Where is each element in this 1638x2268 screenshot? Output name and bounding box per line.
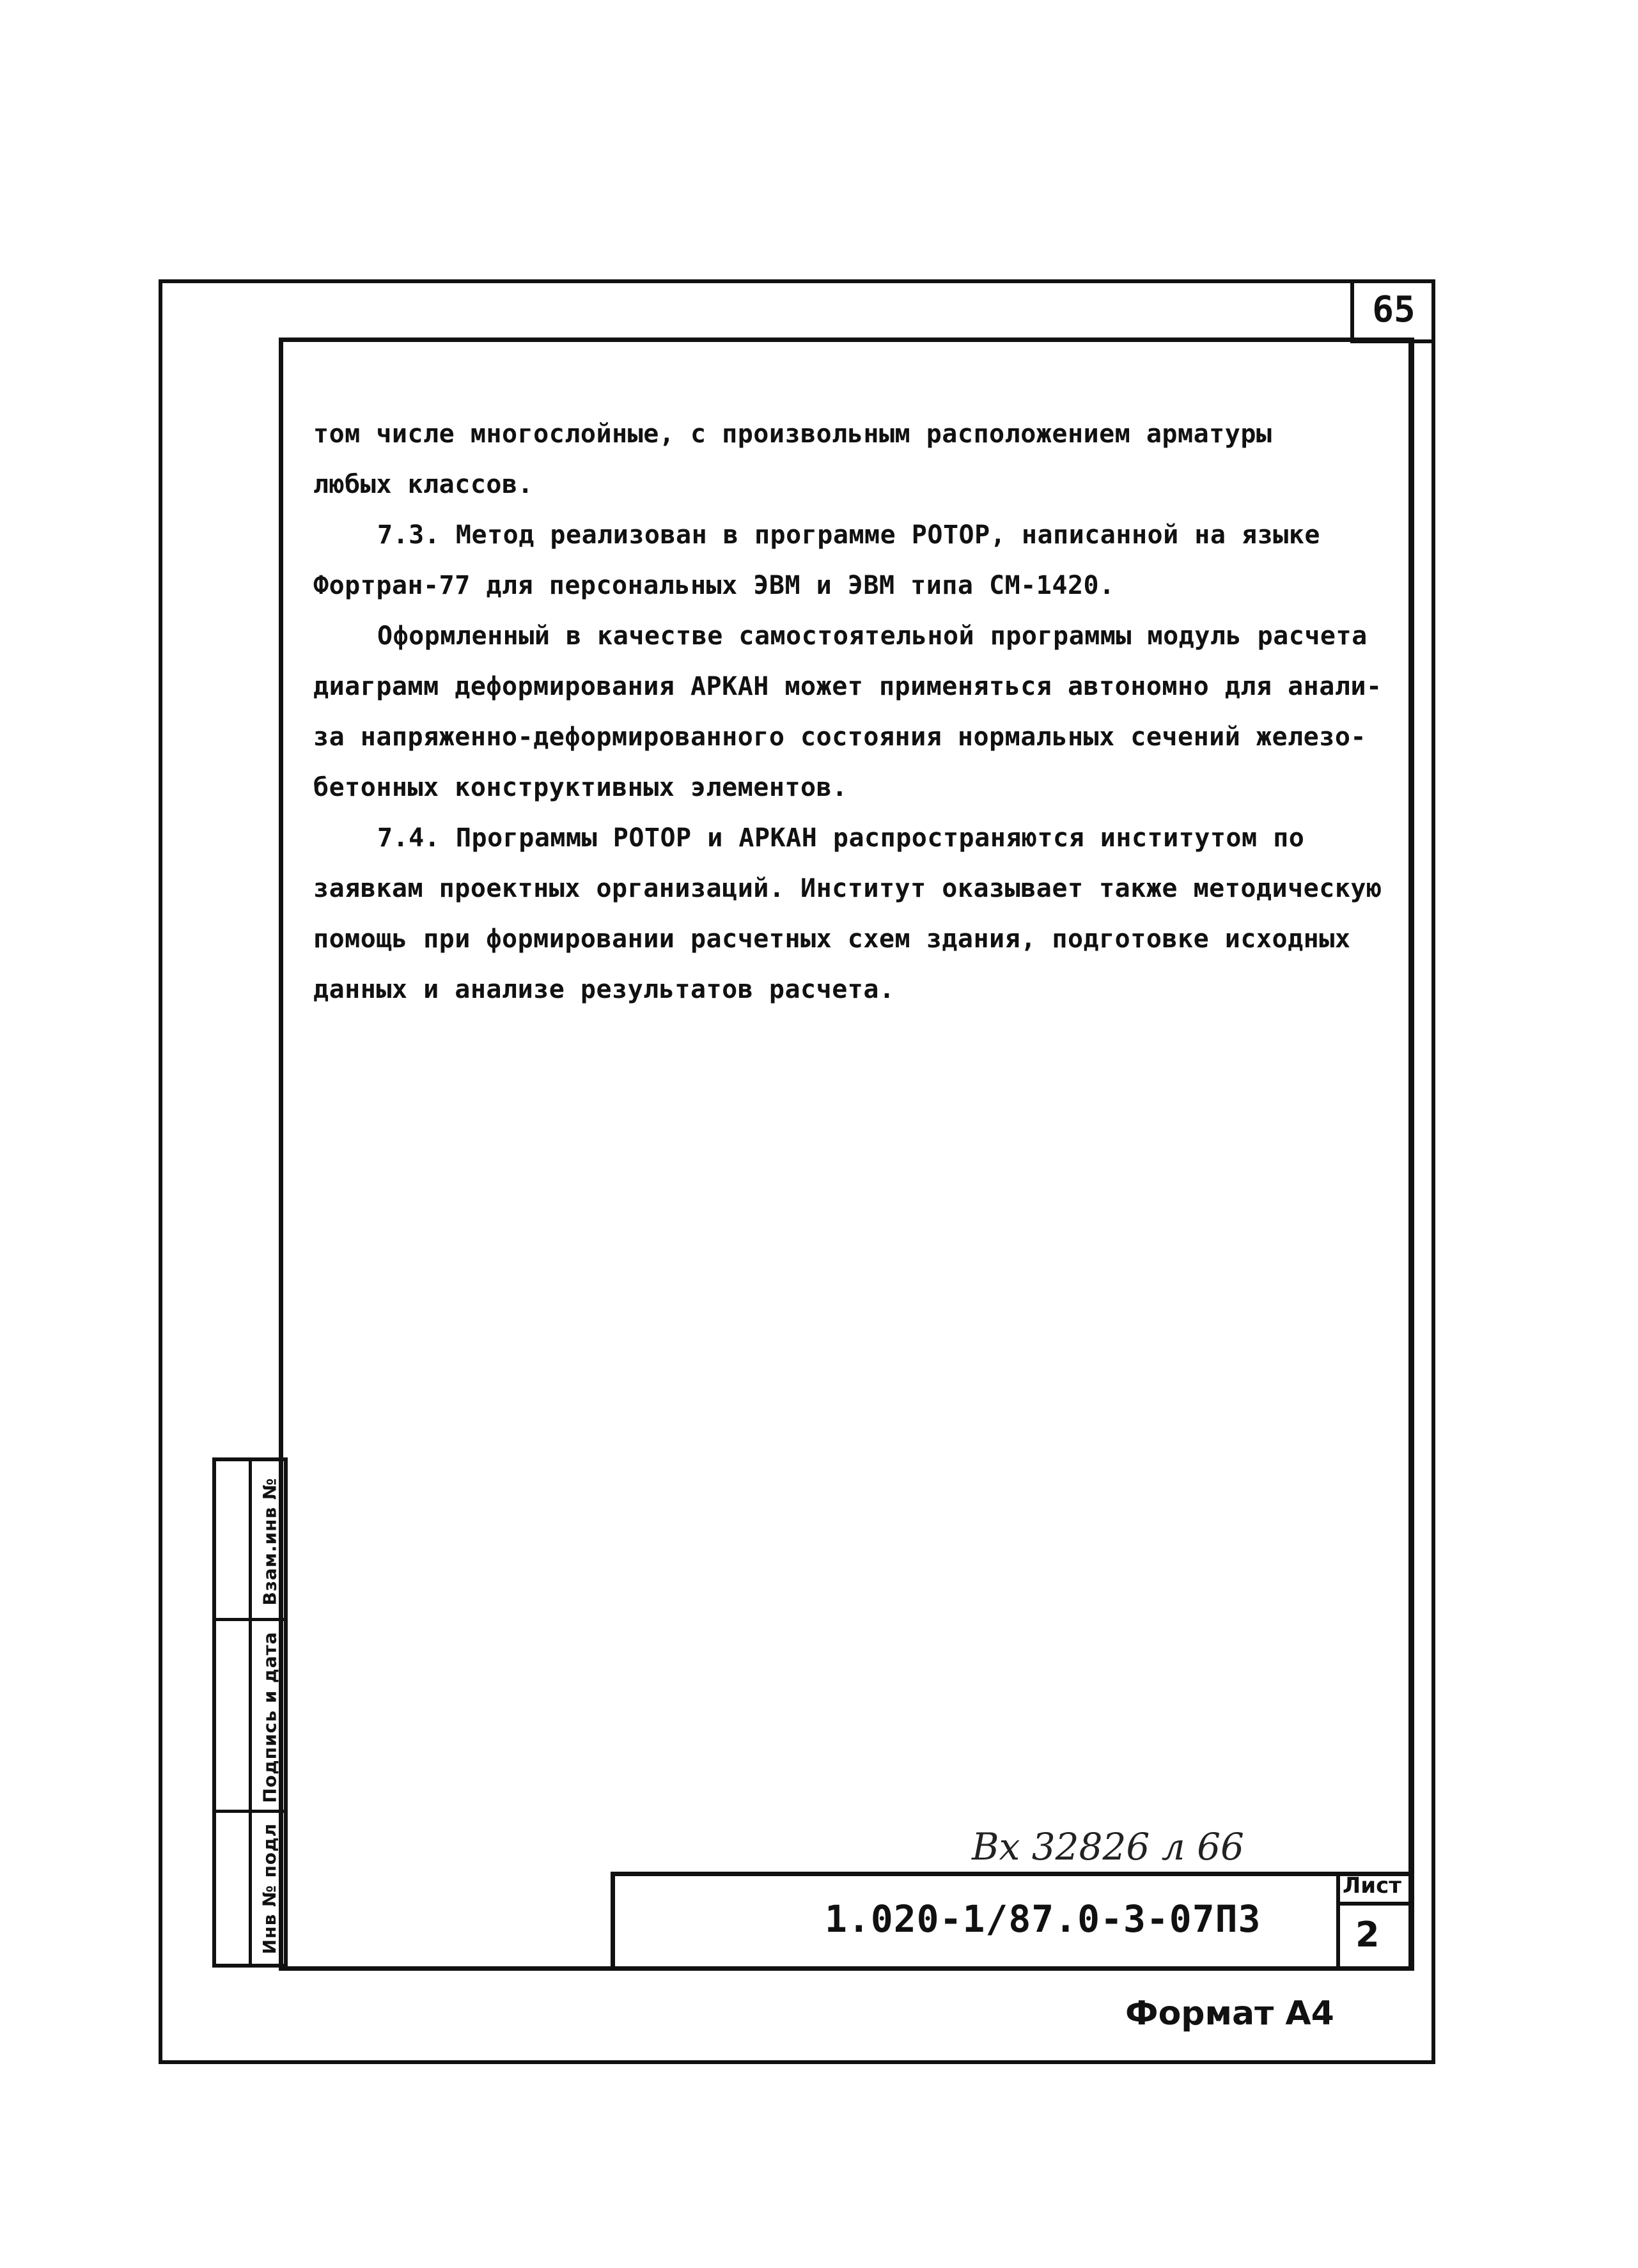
text-line: диаграмм деформирования АРКАН может применяться автономно для анали- [313,672,1382,701]
text-line: любых классов. [313,470,534,499]
text-line: 7.3. Метод реализован в программе РОТОР, написанной на языке [377,520,1320,550]
text-line: Оформленный в качестве самостоятельной программы модуль расчета [377,621,1368,651]
text-line: за напряженно-деформированного состояния нормальных сечений железо- [313,722,1366,752]
divider [216,1618,284,1621]
side-stamp-table [212,1457,288,1968]
divider [1336,1902,1413,1906]
text-line: Фортран-77 для персональных ЭВМ и ЭВМ типа СМ-1420. [313,571,1115,600]
text-line: помощь при формировании расчетных схем здания, подготовке исходных [313,924,1351,954]
text-line: данных и анализе результатов расчета. [313,975,895,1004]
page-number: 65 [1350,279,1433,343]
text-line: том числе многослойные, с произвольным расположением арматуры [313,419,1272,449]
handwritten-note: Вх 32826 л 66 [972,1825,1244,1868]
side-stamp-value [216,1461,252,1621]
text-line: бетонных конструктивных элементов. [313,773,848,802]
side-stamp-label-inventory: Инв № подл [259,1822,281,1954]
side-stamp-label-signature-date: Подпись и дата [259,1631,281,1803]
side-stamp-values-column [216,1461,252,1964]
text-line: заявкам проектных организаций. Институт оказывает также методическую [313,874,1382,903]
format-label: Формат А4 [1125,1994,1334,2033]
side-stamp-value [216,1813,252,1964]
side-stamp-label-replacement: Взам.инв № [259,1477,281,1606]
divider [216,1810,284,1813]
side-stamp-value [216,1621,252,1813]
document-code: 1.020-1/87.0-3-07ПЗ [825,1897,1261,1941]
text-line: 7.4. Программы РОТОР и АРКАН распространяются институтом по [377,823,1305,853]
sheet-number: 2 [1355,1915,1380,1955]
sheet-label: Лист [1343,1873,1401,1899]
body-text [313,409,1394,1015]
